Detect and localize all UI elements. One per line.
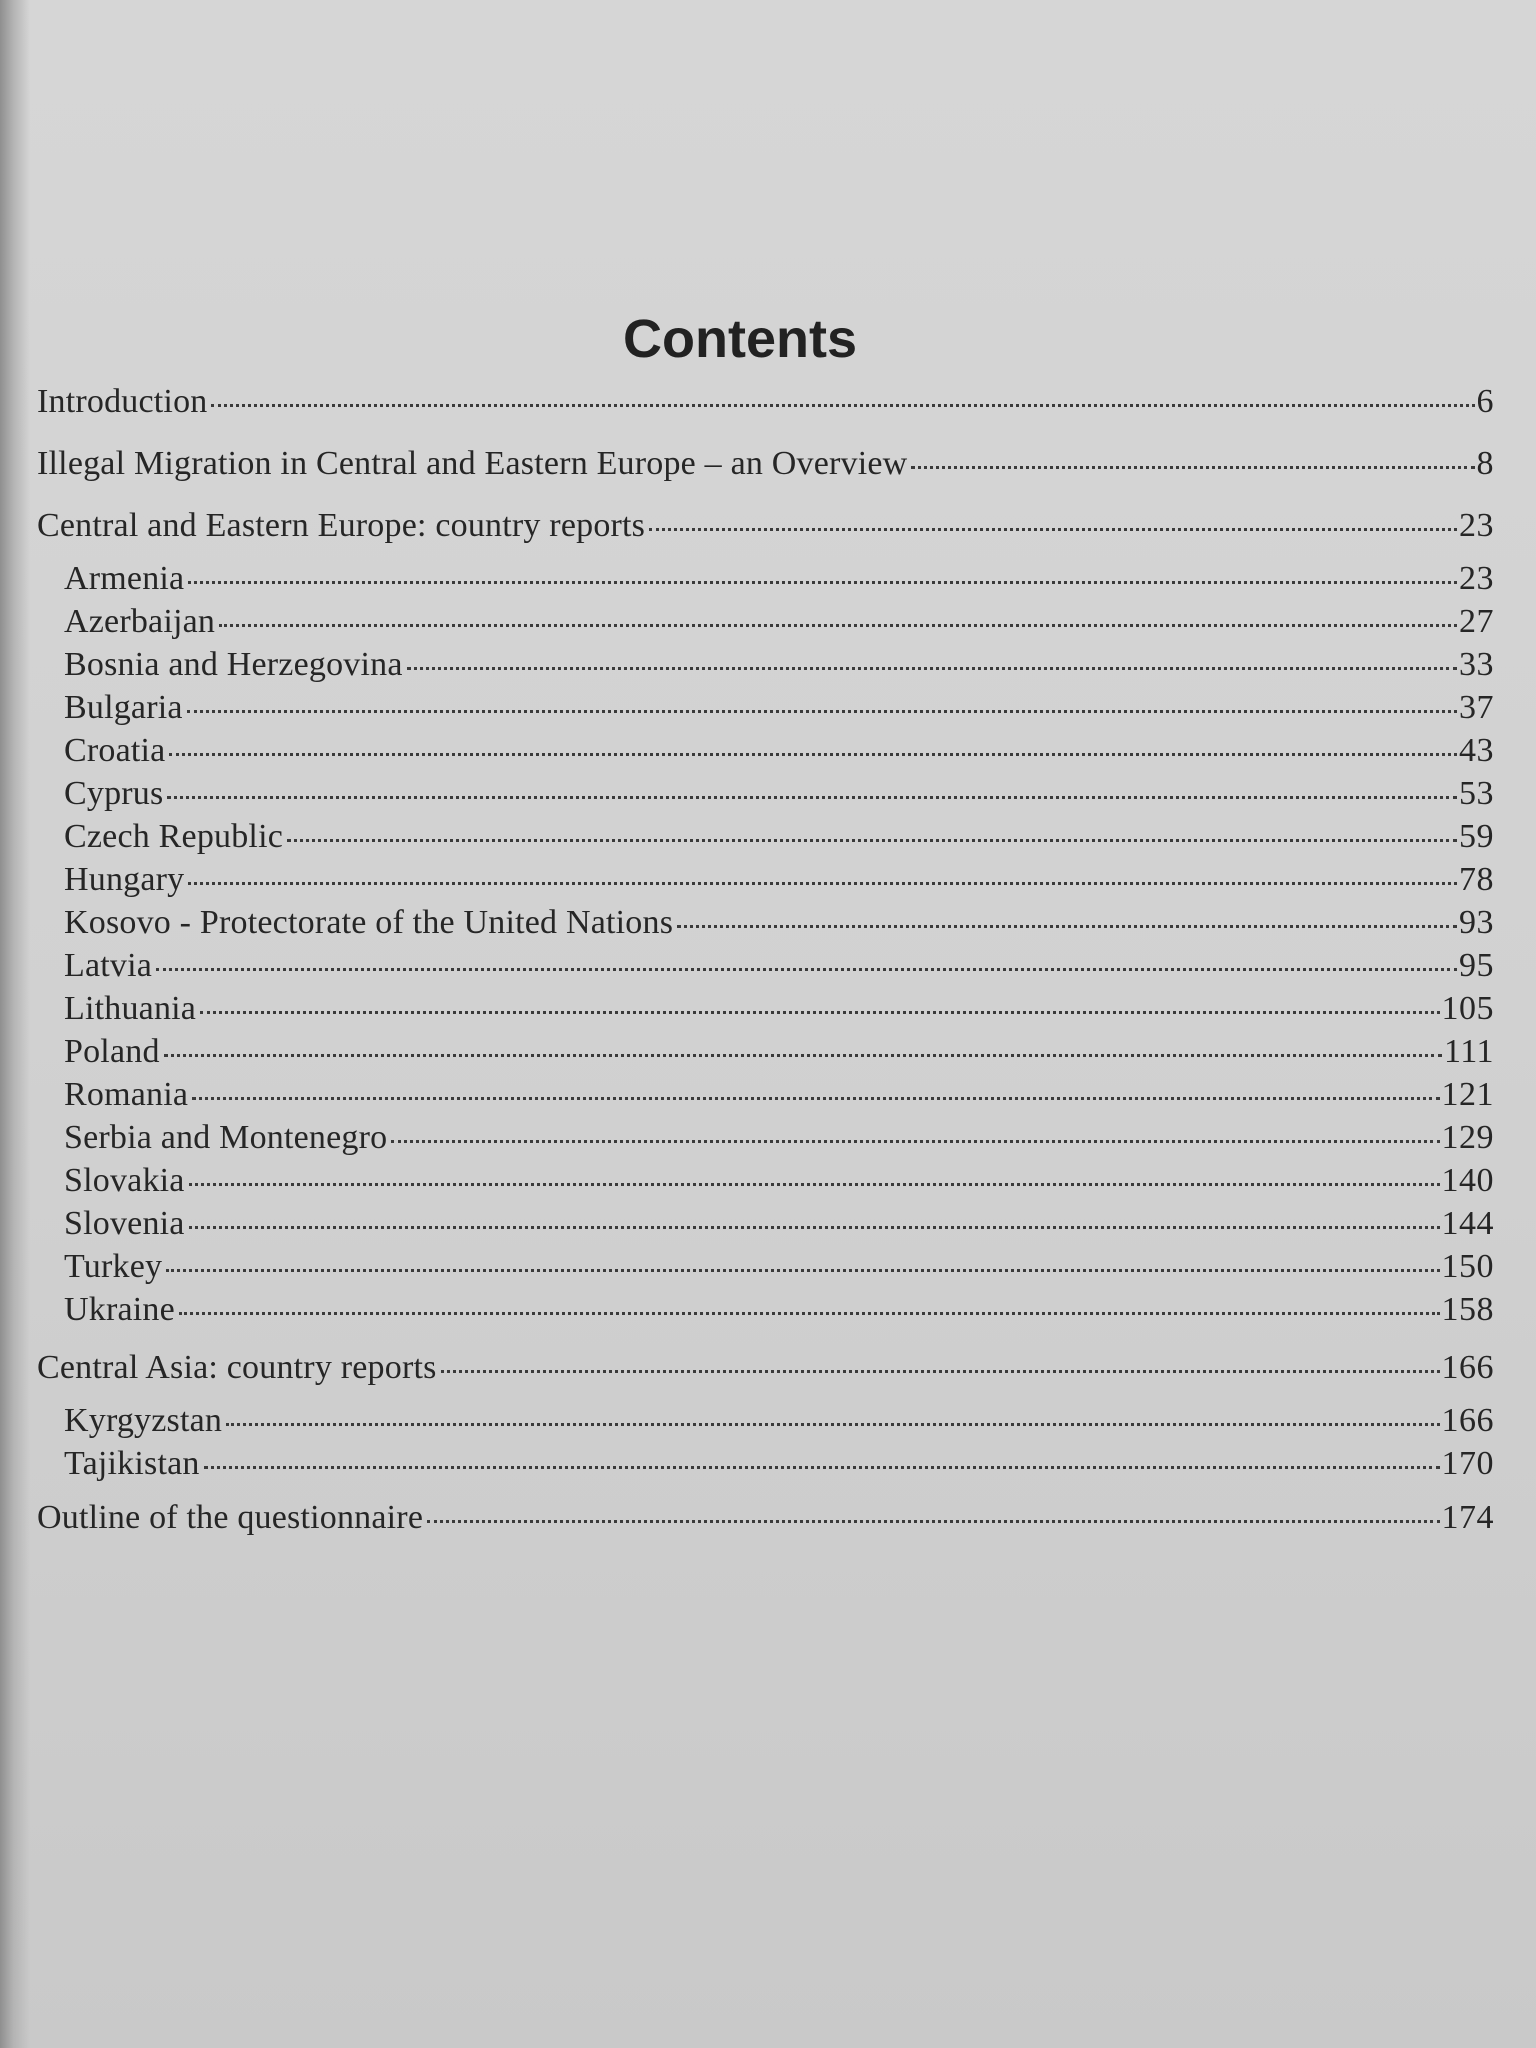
dot-leader — [167, 796, 1457, 799]
toc-entry-label: Czech Republic — [64, 818, 284, 855]
dot-leader — [211, 404, 1474, 407]
toc-page-number: 23 — [1459, 560, 1494, 597]
toc-entry-poland — [64, 1032, 1494, 1072]
toc-page-number: 78 — [1459, 861, 1494, 898]
toc-page-number: 93 — [1459, 904, 1494, 941]
dot-leader — [200, 1011, 1439, 1014]
toc-entry-ukraine — [64, 1290, 1494, 1330]
toc-entry-cyprus — [64, 774, 1494, 814]
toc-page-number: 53 — [1459, 775, 1494, 812]
dot-leader — [192, 1097, 1439, 1100]
toc-entry-label: Kosovo - Protectorate of the United Nations — [64, 904, 674, 941]
dot-leader — [204, 1466, 1440, 1469]
toc-entry-azerbaijan — [64, 602, 1494, 642]
toc-entry-label: Bulgaria — [64, 689, 183, 726]
toc-page-number: 95 — [1459, 947, 1494, 984]
dot-leader — [189, 1226, 1440, 1229]
toc-entry-bulgaria — [64, 688, 1494, 728]
toc-entry-label: Tajikistan — [64, 1445, 200, 1482]
toc-page-number: 111 — [1444, 1033, 1494, 1070]
toc-page-number: 105 — [1441, 990, 1494, 1027]
toc-page-number: 166 — [1441, 1402, 1494, 1439]
dot-leader — [407, 667, 1457, 670]
dot-leader — [188, 581, 1457, 584]
toc-entry-romania — [64, 1075, 1494, 1115]
toc-entry-label: Azerbaijan — [64, 603, 216, 640]
toc-entry-hungary — [64, 860, 1494, 900]
dot-leader — [164, 1054, 1442, 1057]
toc-page-number: 121 — [1441, 1076, 1494, 1113]
toc-entry-czech — [64, 817, 1494, 857]
toc-entry-label: Ukraine — [64, 1291, 175, 1328]
toc-page-number: 150 — [1441, 1248, 1494, 1285]
toc-page-number: 8 — [1476, 445, 1494, 482]
toc-entry-label: Outline of the questionnaire — [37, 1499, 424, 1536]
toc-entry-cee-reports — [37, 506, 1494, 546]
page-title: Contents — [623, 309, 857, 370]
dot-leader — [911, 466, 1474, 469]
toc-entry-latvia — [64, 946, 1494, 986]
toc-entry-slovenia — [64, 1204, 1494, 1244]
toc-entry-illegal-migration — [37, 444, 1494, 484]
toc-entry-croatia — [64, 731, 1494, 771]
toc-page-number: 33 — [1459, 646, 1494, 683]
toc-entry-label: Bosnia and Herzegovina — [64, 646, 403, 683]
toc-entry-label: Cyprus — [64, 775, 164, 812]
toc-page-number: 129 — [1441, 1119, 1494, 1156]
toc-entry-tajikistan — [64, 1444, 1494, 1484]
toc-page-number: 6 — [1476, 383, 1494, 420]
toc-page-number: 158 — [1441, 1291, 1494, 1328]
toc-entry-lithuania — [64, 989, 1494, 1029]
toc-entry-armenia — [64, 559, 1494, 599]
toc-page-number: 59 — [1459, 818, 1494, 855]
toc-entry-slovakia — [64, 1161, 1494, 1201]
toc-entry-label: Slovakia — [64, 1162, 185, 1199]
toc-entry-label: Illegal Migration in Central and Eastern Europe – an Overview — [37, 445, 908, 482]
toc-page-number: 43 — [1459, 732, 1494, 769]
dot-leader — [187, 710, 1457, 713]
toc-page-number: 27 — [1459, 603, 1494, 640]
toc-entry-introduction — [37, 382, 1494, 422]
toc-entry-questionnaire — [37, 1498, 1494, 1538]
toc-entry-label: Poland — [64, 1033, 160, 1070]
toc-entry-label: Turkey — [64, 1248, 163, 1285]
toc-page-number: 174 — [1441, 1499, 1494, 1536]
dot-leader — [391, 1140, 1439, 1143]
toc-entry-label: Hungary — [64, 861, 185, 898]
dot-leader — [441, 1370, 1440, 1373]
toc-page-number: 170 — [1441, 1445, 1494, 1482]
toc-entry-label: Serbia and Montenegro — [64, 1119, 388, 1156]
toc-page-number: 23 — [1459, 507, 1494, 544]
dot-leader — [166, 1269, 1439, 1272]
dot-leader — [649, 528, 1457, 531]
toc-entry-label: Latvia — [64, 947, 153, 984]
toc-page-number: 166 — [1441, 1349, 1494, 1386]
dot-leader — [189, 1183, 1440, 1186]
toc-entry-label: Central Asia: country reports — [37, 1349, 437, 1386]
toc-entry-label: Central and Eastern Europe: country reports — [37, 507, 646, 544]
toc-entry-label: Introduction — [37, 383, 208, 420]
toc-entry-kyrgyzstan — [64, 1401, 1494, 1441]
toc-entry-label: Romania — [64, 1076, 189, 1113]
toc-page-number: 140 — [1441, 1162, 1494, 1199]
dot-leader — [226, 1423, 1439, 1426]
dot-leader — [677, 925, 1457, 928]
toc-entry-label: Croatia — [64, 732, 166, 769]
dot-leader — [156, 968, 1457, 971]
toc-entry-kosovo — [64, 903, 1494, 943]
toc-entry-turkey — [64, 1247, 1494, 1287]
toc-entry-bosnia — [64, 645, 1494, 685]
toc-entry-label: Kyrgyzstan — [64, 1402, 223, 1439]
toc-entry-label: Lithuania — [64, 990, 197, 1027]
toc-entry-label: Armenia — [64, 560, 185, 597]
dot-leader — [188, 882, 1457, 885]
toc-page-number: 37 — [1459, 689, 1494, 726]
dot-leader — [287, 839, 1457, 842]
dot-leader — [179, 1312, 1440, 1315]
toc-entry-serbia — [64, 1118, 1494, 1158]
toc-page-number: 144 — [1441, 1205, 1494, 1242]
dot-leader — [219, 624, 1457, 627]
dot-leader — [427, 1520, 1439, 1523]
toc-entry-label: Slovenia — [64, 1205, 185, 1242]
dot-leader — [169, 753, 1457, 756]
toc-entry-central-asia — [37, 1348, 1494, 1388]
